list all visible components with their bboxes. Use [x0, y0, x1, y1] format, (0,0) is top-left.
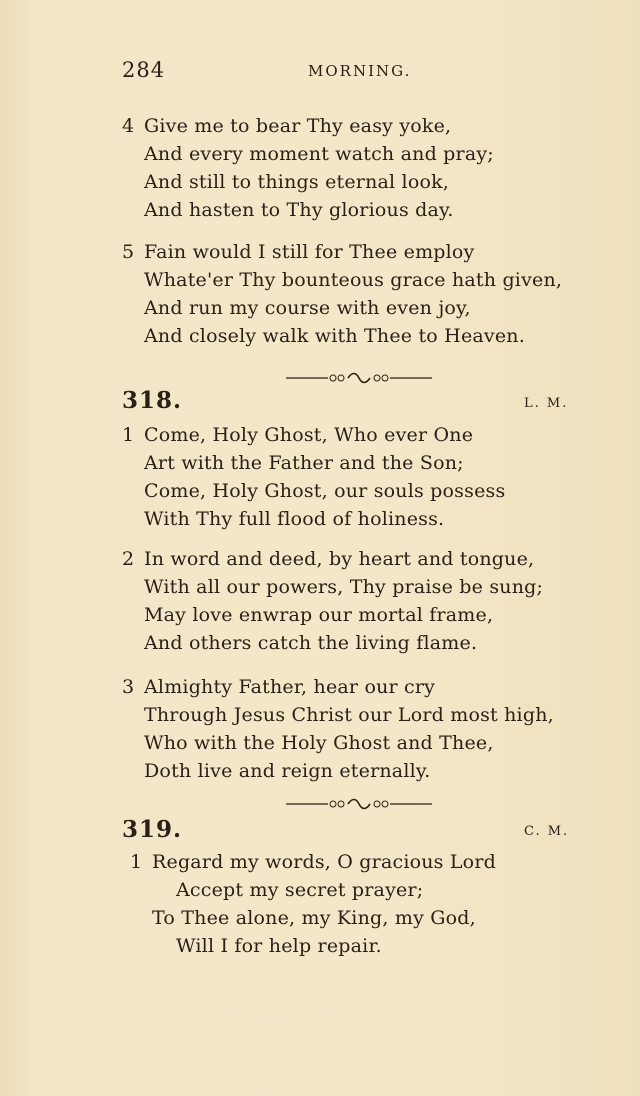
- hymn-number: 319.: [122, 816, 183, 843]
- stanza-line: And every moment watch and pray;: [144, 143, 494, 165]
- page-number: 284: [122, 58, 166, 82]
- ornament-divider: [286, 370, 432, 386]
- stanza-line: And closely walk with Thee to Heaven.: [144, 325, 525, 347]
- stanza-number: 1: [130, 851, 143, 873]
- hymn-meter: L. M.: [524, 396, 569, 411]
- stanza-line: And hasten to Thy glorious day.: [144, 199, 454, 221]
- stanza-line: And run my course with even joy,: [144, 297, 471, 319]
- stanza-number: 5: [122, 241, 135, 263]
- stanza-line: Art with the Father and the Son;: [144, 452, 464, 474]
- stanza-4: [122, 112, 592, 224]
- hymn-number: 318.: [122, 387, 183, 414]
- page-header: [122, 58, 572, 88]
- stanza-line: Accept my secret prayer;: [176, 879, 424, 901]
- stanza-line: Doth live and reign eternally.: [144, 760, 431, 782]
- stanza-line: 1 Come, Holy Ghost, Who ever One: [122, 421, 592, 449]
- hymn-318-stanza-2: [122, 545, 592, 657]
- stanza-number: 3: [122, 676, 135, 698]
- hymn-318-stanza-1: [122, 421, 592, 533]
- hymn-meter: C. M.: [524, 824, 570, 839]
- stanza-number: 4: [122, 115, 135, 137]
- stanza-line: To Thee alone, my King, my God,: [152, 907, 476, 929]
- hymn-319-stanza-1: [130, 848, 600, 960]
- running-head: MORNING.: [308, 62, 412, 80]
- stanza-line: Come, Holy Ghost, our souls possess: [144, 480, 506, 502]
- stanza-line: 5 Fain would I still for Thee employ: [122, 238, 592, 266]
- stanza-line: 3 Almighty Father, hear our cry: [122, 673, 592, 701]
- stanza-line: And others catch the living flame.: [144, 632, 478, 654]
- stanza-line: Who with the Holy Ghost and Thee,: [144, 732, 494, 754]
- stanza-number: 1: [122, 424, 135, 446]
- stanza-5: [122, 238, 592, 350]
- stanza-line: 4 Give me to bear Thy easy yoke,: [122, 112, 592, 140]
- stanza-line: May love enwrap our mortal frame,: [144, 604, 494, 626]
- stanza-line: 2 In word and deed, by heart and tongue,: [122, 545, 592, 573]
- stanza-number: 2: [122, 548, 135, 570]
- stanza-line: Whate'er Thy bounteous grace hath given,: [144, 269, 563, 291]
- stanza-line: With all our powers, Thy praise be sung;: [144, 576, 544, 598]
- ornament-divider: [286, 796, 432, 812]
- stanza-line: With Thy full flood of holiness.: [144, 508, 445, 530]
- stanza-line: Will I for help repair.: [176, 935, 382, 957]
- hymn-318-stanza-3: [122, 673, 592, 785]
- stanza-line: 1 Regard my words, O gracious Lord: [130, 848, 600, 876]
- stanza-line: And still to things eternal look,: [144, 171, 450, 193]
- stanza-line: Through Jesus Christ our Lord most high,: [144, 704, 554, 726]
